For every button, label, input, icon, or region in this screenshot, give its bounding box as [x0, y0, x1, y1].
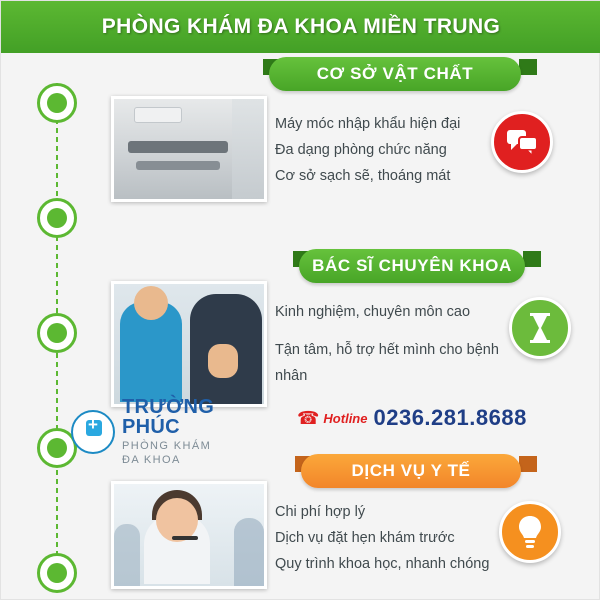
hourglass-icon — [509, 297, 571, 359]
timeline-node-5 — [37, 553, 77, 593]
section-1-bullets — [275, 111, 505, 189]
hotline-number[interactable]: 0236.281.8688 — [373, 405, 527, 430]
timeline-node-3 — [37, 313, 77, 353]
section-3-ribbon-tail-right — [519, 456, 537, 472]
section-3-title: DỊCH VỤ Y TẾ — [351, 461, 471, 480]
clinic-logo-icon — [71, 410, 115, 454]
section-3-photo — [111, 481, 267, 589]
hotline-label: Hotline — [323, 410, 368, 426]
section-3-ribbon — [301, 454, 521, 488]
section-1-bullet-2: Đa dạng phòng chức năng — [275, 142, 447, 158]
section-3-bullets — [275, 499, 503, 577]
section-2-photo — [111, 281, 267, 407]
lightbulb-icon — [499, 501, 561, 563]
section-2-bullet-2: Tận tâm, hỗ trợ hết mình cho bệnh nhân — [275, 342, 499, 384]
phone-icon: ☎ — [297, 408, 320, 428]
hotline-block[interactable] — [297, 405, 527, 431]
clinic-logo-name: TRƯỜNG PHÚC — [122, 396, 215, 438]
section-2-bullets — [275, 299, 501, 389]
section-1-bullet-1: Máy móc nhập khẩu hiện đại — [275, 116, 461, 132]
section-2-bullet-1: Kinh nghiệm, chuyên môn cao — [275, 304, 471, 320]
section-3-bullet-1: Chi phí hợp lý — [275, 504, 366, 520]
clinic-logo-subtitle: PHÒNG KHÁM ĐA KHOA — [122, 440, 212, 466]
section-1-photo — [111, 96, 267, 202]
section-3-bullet-3: Quy trình khoa học, nhanh chóng — [275, 556, 490, 572]
section-1-ribbon — [269, 57, 521, 91]
section-1-ribbon-tail-right — [519, 59, 537, 75]
chat-bubbles-icon — [491, 111, 553, 173]
section-2-ribbon-tail-right — [523, 251, 541, 267]
timeline-track — [37, 63, 77, 593]
timeline-node-2 — [37, 198, 77, 238]
section-2-ribbon — [299, 249, 525, 283]
section-1-bullet-3: Cơ sở sạch sẽ, thoáng mát — [275, 168, 451, 184]
page-title: PHÒNG KHÁM ĐA KHOA MIỀN TRUNG — [101, 15, 501, 38]
header-bar — [1, 1, 600, 53]
timeline-node-1 — [37, 83, 77, 123]
section-1-title: CƠ SỞ VẬT CHẤT — [316, 64, 474, 83]
section-2-title: BÁC SĨ CHUYÊN KHOA — [312, 256, 512, 275]
clinic-logo — [71, 397, 214, 467]
section-3-bullet-2: Dịch vụ đặt hẹn khám trước — [275, 530, 455, 546]
